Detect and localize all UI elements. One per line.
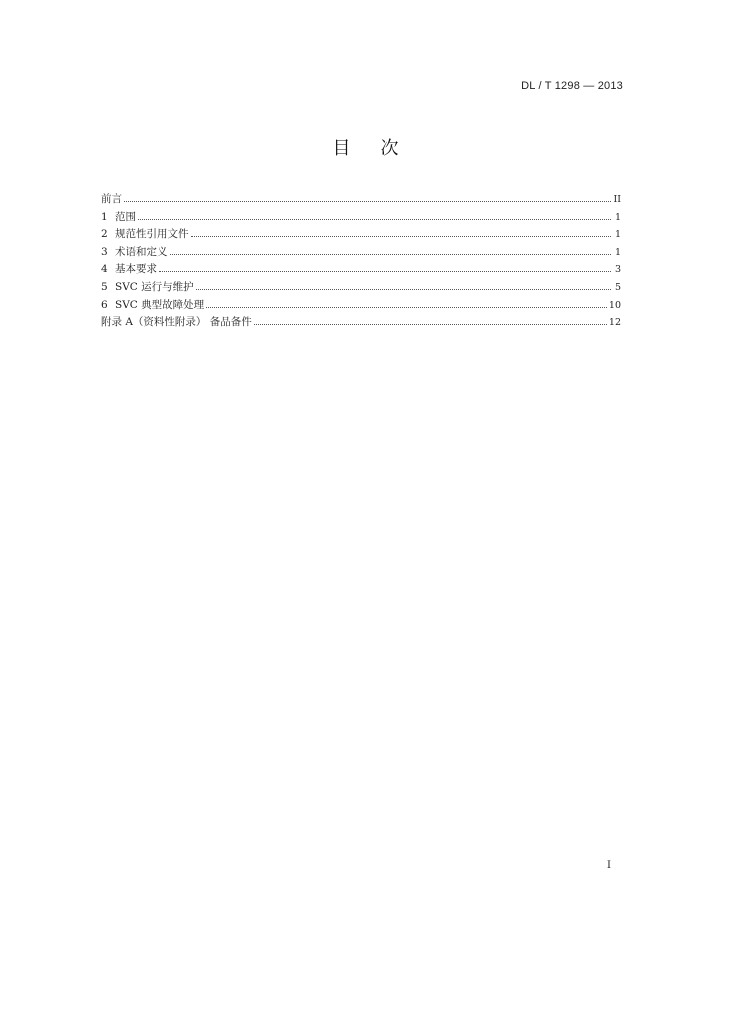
toc-entry[interactable] xyxy=(101,244,621,262)
toc-entry-title: 前言 xyxy=(101,193,122,205)
toc-entry-page: 10 xyxy=(608,299,621,311)
toc-entry-page: 3 xyxy=(614,264,621,276)
toc-entry-label xyxy=(101,209,136,227)
toc-leader-dots xyxy=(124,201,611,202)
toc-entry-label xyxy=(101,261,157,279)
standard-number: DL / T 1298 — 2013 xyxy=(521,80,623,92)
toc-entry-title: SVC 典型故障处理 xyxy=(115,298,205,311)
toc-entry-title: 规范性引用文件 xyxy=(115,228,189,241)
toc-leader-dots xyxy=(159,271,611,272)
toc-leader-dots xyxy=(138,219,611,220)
toc-entry[interactable] xyxy=(101,191,621,209)
toc-leader-dots xyxy=(206,307,607,308)
toc-entry-label xyxy=(101,191,122,209)
toc-leader-dots xyxy=(191,236,612,237)
toc-entry[interactable] xyxy=(101,261,621,279)
toc-title: 目次 xyxy=(332,138,429,159)
toc-entry-number: 5 xyxy=(101,280,108,293)
toc-entry-page: II xyxy=(613,194,621,205)
toc-entry-label xyxy=(101,226,189,244)
toc-entry-page: 12 xyxy=(608,317,621,329)
toc-entry-label xyxy=(101,297,204,315)
page-number: I xyxy=(607,860,611,871)
toc-entry-number: 6 xyxy=(101,298,108,311)
toc-entry-number: 2 xyxy=(101,228,108,241)
toc-entry-page: 1 xyxy=(614,229,621,241)
toc-entry[interactable] xyxy=(101,209,621,227)
table-of-contents xyxy=(101,191,621,332)
toc-entry-title: SVC 运行与维护 xyxy=(115,280,194,293)
toc-entry[interactable] xyxy=(101,279,621,297)
toc-entry-number: 1 xyxy=(101,210,108,223)
toc-entry-title: 基本要求 xyxy=(115,263,157,276)
toc-entry-number: 3 xyxy=(101,245,108,258)
toc-entry-page: 1 xyxy=(614,211,621,223)
toc-entry-title: 范围 xyxy=(115,210,136,223)
toc-leader-dots xyxy=(254,324,607,325)
toc-entry-number: 4 xyxy=(101,263,108,276)
toc-entry-label xyxy=(101,244,168,262)
toc-entry-label xyxy=(101,314,252,332)
toc-entry-title: 附录 A（资料性附录） 备品备件 xyxy=(101,316,252,329)
toc-entry-title: 术语和定义 xyxy=(115,245,168,258)
toc-leader-dots xyxy=(196,289,611,290)
toc-entry[interactable] xyxy=(101,226,621,244)
toc-entry-label xyxy=(101,279,194,297)
toc-entry-page: 1 xyxy=(614,246,621,258)
toc-entry[interactable] xyxy=(101,297,621,315)
toc-leader-dots xyxy=(170,254,612,255)
toc-entry[interactable] xyxy=(101,314,621,332)
toc-entry-page: 5 xyxy=(614,281,621,293)
